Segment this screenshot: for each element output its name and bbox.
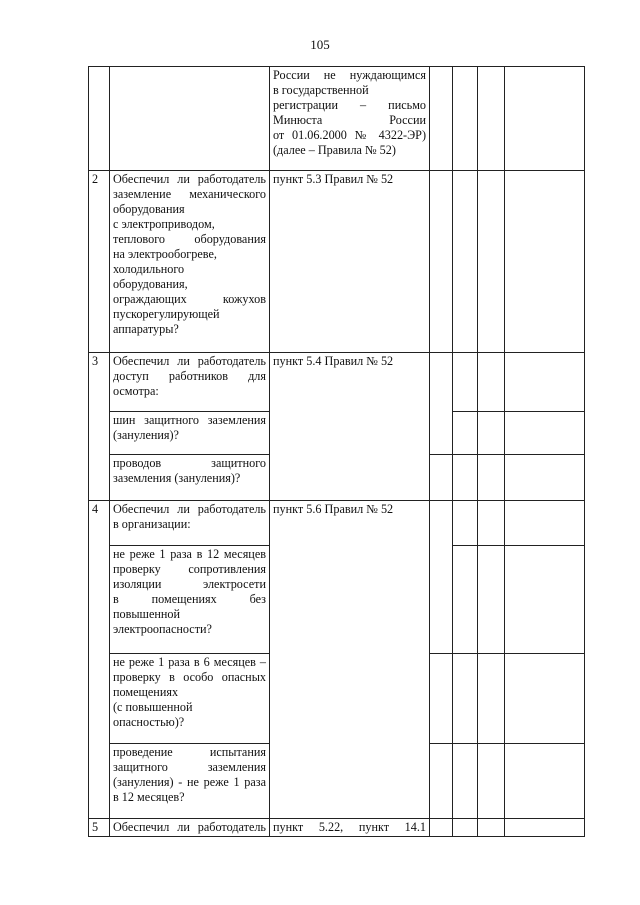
- answer-no-cell[interactable]: [453, 744, 478, 819]
- question-line: проведение испытания: [113, 745, 266, 759]
- table-row: [89, 171, 585, 353]
- answer-na-cell[interactable]: [478, 171, 505, 353]
- answer-no-cell[interactable]: [453, 412, 478, 455]
- question-cell: [110, 819, 270, 837]
- row-number-cell: [89, 67, 110, 171]
- question-line: аппаратуры?: [113, 322, 179, 336]
- question-line: опасностью)?: [113, 715, 185, 729]
- answer-yes-cell[interactable]: [430, 412, 453, 455]
- question-line: (зануления) - не реже 1 раза: [113, 775, 266, 789]
- question-line: в помещениях без: [113, 592, 266, 606]
- subquestion-cell: [110, 744, 270, 819]
- row-number-cell: 4: [89, 501, 110, 819]
- answer-na-cell[interactable]: [478, 501, 505, 546]
- question-line: Обеспечил ли работодатель: [113, 354, 266, 368]
- answer-yes-cell[interactable]: [430, 353, 453, 412]
- ref-line: в государственной: [273, 83, 369, 97]
- page-number: 105: [310, 37, 330, 52]
- question-line: пускорегулирующей: [113, 307, 220, 321]
- reference-cell: пункт 5.4 Правил № 52: [270, 353, 430, 501]
- ref-line: России не нуждающимся: [273, 68, 426, 82]
- notes-cell[interactable]: [505, 654, 585, 744]
- answer-no-cell[interactable]: [453, 654, 478, 744]
- table-row: [89, 353, 585, 412]
- answer-na-cell[interactable]: [478, 819, 505, 837]
- answer-na-cell[interactable]: [478, 654, 505, 744]
- table-row: [89, 501, 585, 546]
- row-number-cell: 2: [89, 171, 110, 353]
- answer-yes-cell[interactable]: [430, 744, 453, 819]
- subquestion-cell: [110, 412, 270, 455]
- answer-no-cell[interactable]: [453, 67, 478, 171]
- notes-cell[interactable]: [505, 546, 585, 654]
- question-line: изоляции электросети: [113, 577, 266, 591]
- question-line: Обеспечил ли работодатель: [113, 172, 266, 186]
- answer-no-cell[interactable]: [453, 171, 478, 353]
- answer-yes-cell[interactable]: [430, 455, 453, 501]
- question-line: помещениях: [113, 685, 179, 699]
- question-cell: [110, 353, 270, 412]
- question-line: заземления (зануления)?: [113, 471, 241, 485]
- subquestion-cell: [110, 654, 270, 744]
- reference-cell: пункт 5.6 Правил № 52: [270, 501, 430, 819]
- answer-yes-cell[interactable]: [430, 67, 453, 171]
- answer-yes-cell[interactable]: [430, 501, 453, 546]
- question-line: (с повышенной: [113, 700, 193, 714]
- answer-yes-cell[interactable]: [430, 654, 453, 744]
- question-line: проводов защитного: [113, 456, 266, 470]
- question-line: на электрообогреве,: [113, 247, 217, 261]
- question-line: проверку в особо опасных: [113, 670, 266, 684]
- question-line: не реже 1 раза в 6 месяцев –: [113, 655, 266, 669]
- answer-na-cell[interactable]: [478, 455, 505, 501]
- notes-cell[interactable]: [505, 455, 585, 501]
- answer-no-cell[interactable]: [453, 455, 478, 501]
- question-line: теплового оборудования: [113, 232, 266, 246]
- row-number-cell: 3: [89, 353, 110, 501]
- question-line: в 12 месяцев?: [113, 790, 185, 804]
- question-line: электроопасности?: [113, 622, 212, 636]
- question-line: (зануления)?: [113, 428, 179, 442]
- reference-cell: пункт 5.3 Правил № 52: [270, 171, 430, 353]
- answer-no-cell[interactable]: [453, 501, 478, 546]
- question-line: шин защитного заземления: [113, 413, 266, 427]
- question-cell: [110, 501, 270, 546]
- notes-cell[interactable]: [505, 67, 585, 171]
- ref-line: регистрации – письмо: [273, 98, 426, 112]
- subquestion-cell: [110, 455, 270, 501]
- question-cell: [110, 171, 270, 353]
- notes-cell[interactable]: [505, 501, 585, 546]
- checklist-table: [88, 66, 585, 837]
- question-cell: [110, 67, 270, 171]
- table-row: [89, 819, 585, 837]
- question-line: заземление механического: [113, 187, 266, 201]
- question-line: с электроприводом,: [113, 217, 215, 231]
- ref-line: Минюста России: [273, 113, 426, 127]
- answer-yes-cell[interactable]: [430, 819, 453, 837]
- answer-no-cell[interactable]: [453, 819, 478, 837]
- answer-na-cell[interactable]: [478, 412, 505, 455]
- ref-line: пункт 5.22, пункт 14.1: [273, 820, 426, 834]
- table-row: [89, 67, 585, 171]
- ref-line: (далее – Правила № 52): [273, 143, 396, 157]
- question-line: Обеспечил ли работодатель: [113, 502, 266, 516]
- answer-yes-cell[interactable]: [430, 546, 453, 654]
- answer-no-cell[interactable]: [453, 546, 478, 654]
- question-line: холодильного: [113, 262, 185, 276]
- subquestion-cell: [110, 546, 270, 654]
- question-line: ограждающих кожухов: [113, 292, 266, 306]
- answer-na-cell[interactable]: [478, 744, 505, 819]
- question-line: оборудования: [113, 202, 185, 216]
- reference-cell: [270, 67, 430, 171]
- question-line: оборудования,: [113, 277, 188, 291]
- notes-cell[interactable]: [505, 819, 585, 837]
- question-line: в организации:: [113, 517, 191, 531]
- question-line: Обеспечил ли работодатель: [113, 820, 266, 834]
- notes-cell[interactable]: [505, 171, 585, 353]
- answer-na-cell[interactable]: [478, 546, 505, 654]
- notes-cell[interactable]: [505, 744, 585, 819]
- answer-na-cell[interactable]: [478, 67, 505, 171]
- question-line: не реже 1 раза в 12 месяцев: [113, 547, 266, 561]
- question-line: проверку сопротивления: [113, 562, 266, 576]
- question-line: защитного заземления: [113, 760, 266, 774]
- answer-na-cell[interactable]: [478, 353, 505, 412]
- reference-cell: [270, 819, 430, 837]
- answer-no-cell[interactable]: [453, 353, 478, 412]
- question-line: повышенной: [113, 607, 181, 621]
- question-line: осмотра:: [113, 384, 159, 398]
- answer-yes-cell[interactable]: [430, 171, 453, 353]
- notes-cell[interactable]: [505, 412, 585, 455]
- notes-cell[interactable]: [505, 353, 585, 412]
- row-number-cell: 5: [89, 819, 110, 837]
- question-line: доступ работников для: [113, 369, 266, 383]
- ref-line: от 01.06.2000 № 4322-ЭР): [273, 128, 426, 142]
